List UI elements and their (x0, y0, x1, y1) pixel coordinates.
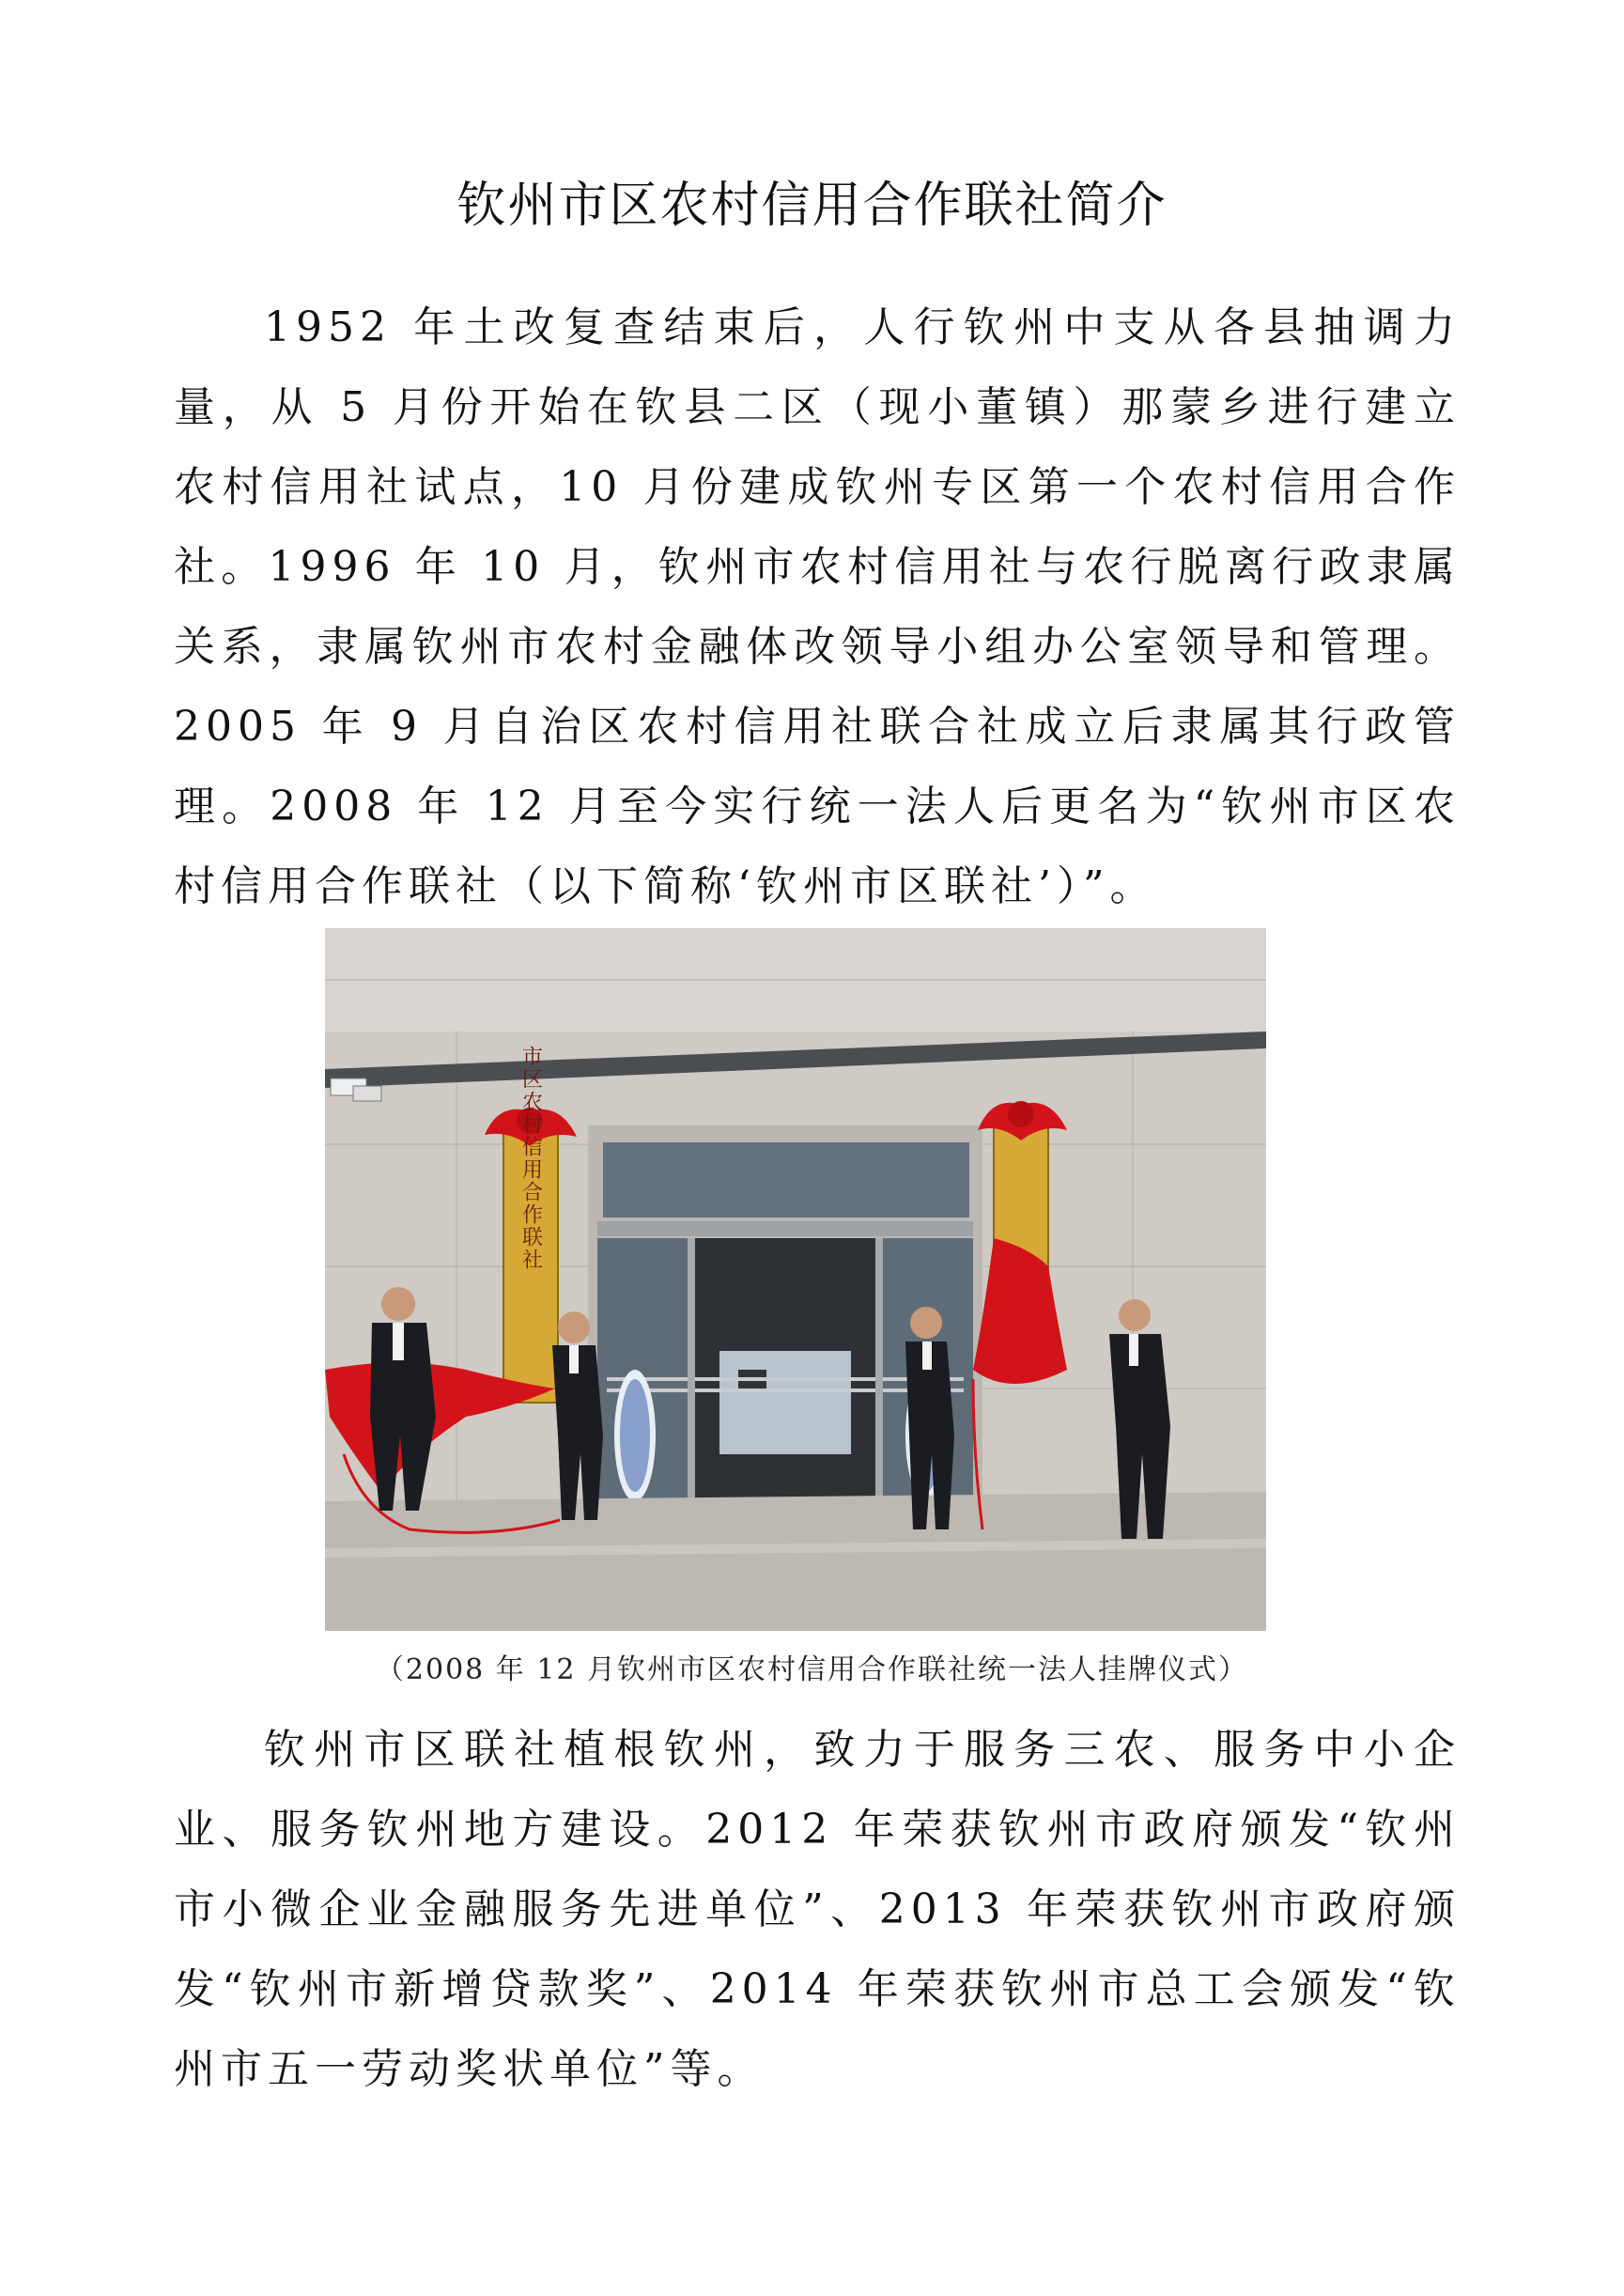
left-plaque-text: 市区农村信用合作联社 (518, 1046, 543, 1271)
page-title: 钦州市区农村信用合作联社简介 (456, 178, 1168, 234)
intro-paragraph: 1952 年土改复查结束后，人行钦州中支从各县抽调力量，从 5 月份开始在钦县二区（现小董镇）那蒙乡进行建立农村信用社试点，10 月份建成钦州专区第一个农村信用合作社。1996 年 10 月，钦州市农村信用社与农行脱离行政隶属关系，隶属钦州市农村金融体改领导小组办公室领导和管理。2005 年 9 月自治区农村信用社联合社成立后隶属其行政管理。2008 年 12 月至今实行统一法人后更名为“钦州市区农村信用合作联社（以下简称‘钦州市区联社’）”。 (174, 303, 1461, 910)
ceremony-photo (325, 928, 1266, 1631)
photo-caption: （2008 年 12 月钦州市区农村信用合作联社统一法人挂牌仪式） (375, 1653, 1249, 1686)
achievements-paragraph: 钦州市区联社植根钦州，致力于服务三农、服务中小企业、服务钦州地方建设。2012 年荣获钦州市政府颁发“钦州市小微企业金融服务先进单位”、2013 年荣获钦州市政府颁发“钦州市新增贷款奖”、2014 年荣获钦州市总工会颁发“钦州市五一劳动奖状单位”等。 (174, 1726, 1461, 2093)
